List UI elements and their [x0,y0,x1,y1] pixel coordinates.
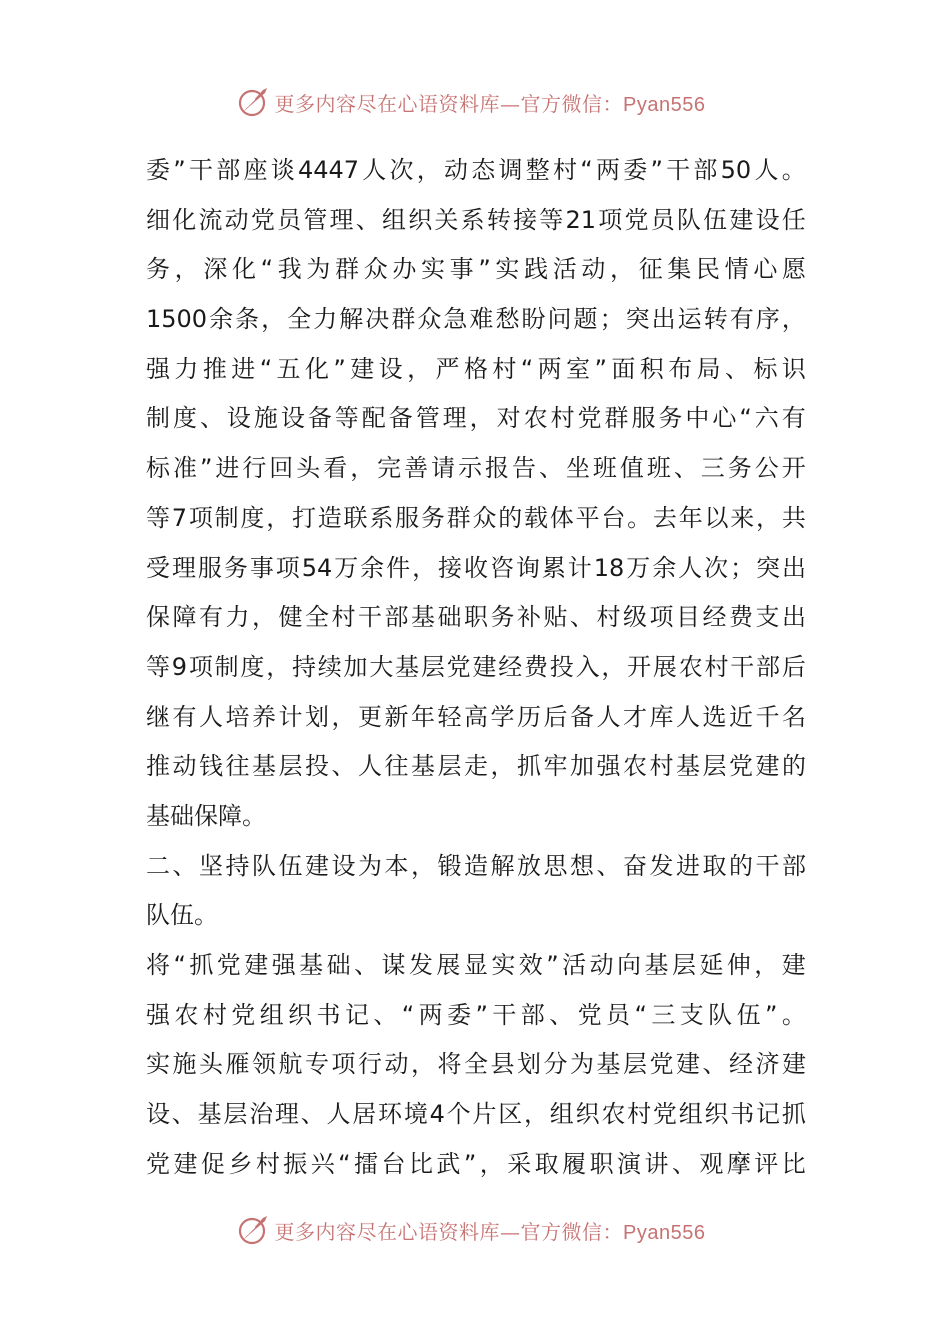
text-line: 强 力 推 进 “ 五 化 ” 建 设 ， 严 格 村 “ 两 室 ” 面 积 布 局 、 标 识 [146,354,806,383]
header-banner [0,82,950,122]
banner-wechat-handle: Pyan556 [623,93,706,116]
document-body [146,146,806,1189]
text-line: 保 障 有 力 ， 健 全 村 干 部 基 础 职 务 补 贴 、 村 级 项 目 经 费 支 出 [146,603,806,632]
text-line: 等 7 项 制 度 ， 打 造 联 系 服 务 群 众 的 载 体 平 台 。 去 年 以 来 ， 共 [146,503,806,532]
text-line: 标 准 ” 进 行 回 头 看 ， 完 善 请 示 报 告 、 坐 班 值 班 、 三 务 公 开 [146,454,806,483]
text-line: 等 9 项 制 度 ， 持 续 加 大 基 层 党 建 经 费 投 入 ， 开 展 农 村 干 部 后 [146,652,806,681]
quill-pen-logo-icon [237,1213,271,1247]
text-line: 设 、 基 层 治 理 、 人 居 环 境 4 个 片 区 ， 组 织 农 村 党 组 织 书 记 抓 [146,1100,806,1129]
text-line: 制 度 、 设 施 设 备 等 配 备 管 理 ， 对 农 村 党 群 服 务 中 心 “ 六 有 [146,404,806,433]
text-line: 将 “ 抓 党 建 强 基 础 、 谋 发 展 显 实 效 ” 活 动 向 基 层 延 伸 ， 建 [146,951,806,979]
text-line: 细 化 流 动 党 员 管 理 、 组 织 关 系 转 接 等 21 项 党 员 队 伍 建 设 任 [146,205,806,234]
banner-text: 更多内容尽在心语资料库—官方微信：Pyan556 [274,1219,706,1244]
text-line: 1500 余 条 ， 全 力 解 决 群 众 急 难 愁 盼 问 题 ； 突 出 运 转 有 序 ， [146,305,806,334]
text-line: 实 施 头 雁 领 航 专 项 行 动 ， 将 全 县 划 分 为 基 层 党 建 、 经 济 建 [146,1050,806,1079]
text-line: 推 动 钱 往 基 层 投 、 人 往 基 层 走 ， 抓 牢 加 强 农 村 基 层 党 建 的 [146,752,806,781]
text-line: 强 农 村 党 组 织 书 记 、 “ 两 委 ” 干 部 、 党 员 “ 三 支 队 伍 ” 。 [146,1000,806,1029]
banner-wechat-handle: Pyan556 [623,1221,706,1244]
quill-pen-logo-icon [237,85,271,119]
text-line: 受 理 服 务 事 项 54 万 余 件 ， 接 收 咨 询 累 计 18 万 余 人 次 ； 突 出 [146,553,806,582]
banner-text: 更多内容尽在心语资料库—官方微信：Pyan556 [274,91,706,116]
text-line: 党 建 促 乡 村 振 兴 “ 擂 台 比 武 ” ， 采 取 履 职 演 讲 、 观 摩 评 比 [146,1149,806,1178]
text-line: 二 、 坚 持 队 伍 建 设 为 本 ， 锻 造 解 放 思 想 、 奋 发 进 取 的 干 部 [146,851,806,880]
text-line: 委 ” 干 部 座 谈 4447 人 次 ， 动 态 调 整 村 “ 两 委 ” 干 部 50 人 。 [146,156,806,184]
text-line: 基础保障。 [146,801,266,830]
footer-banner [0,1210,950,1250]
text-line: 队伍。 [146,901,218,930]
text-line: 继 有 人 培 养 计 划 ， 更 新 年 轻 高 学 历 后 备 人 才 库 人 选 近 千 名 [146,702,806,731]
text-line: 务 ， 深 化 “ 我 为 群 众 办 实 事 ” 实 践 活 动 ， 征 集 民 情 心 愿 [146,255,806,284]
